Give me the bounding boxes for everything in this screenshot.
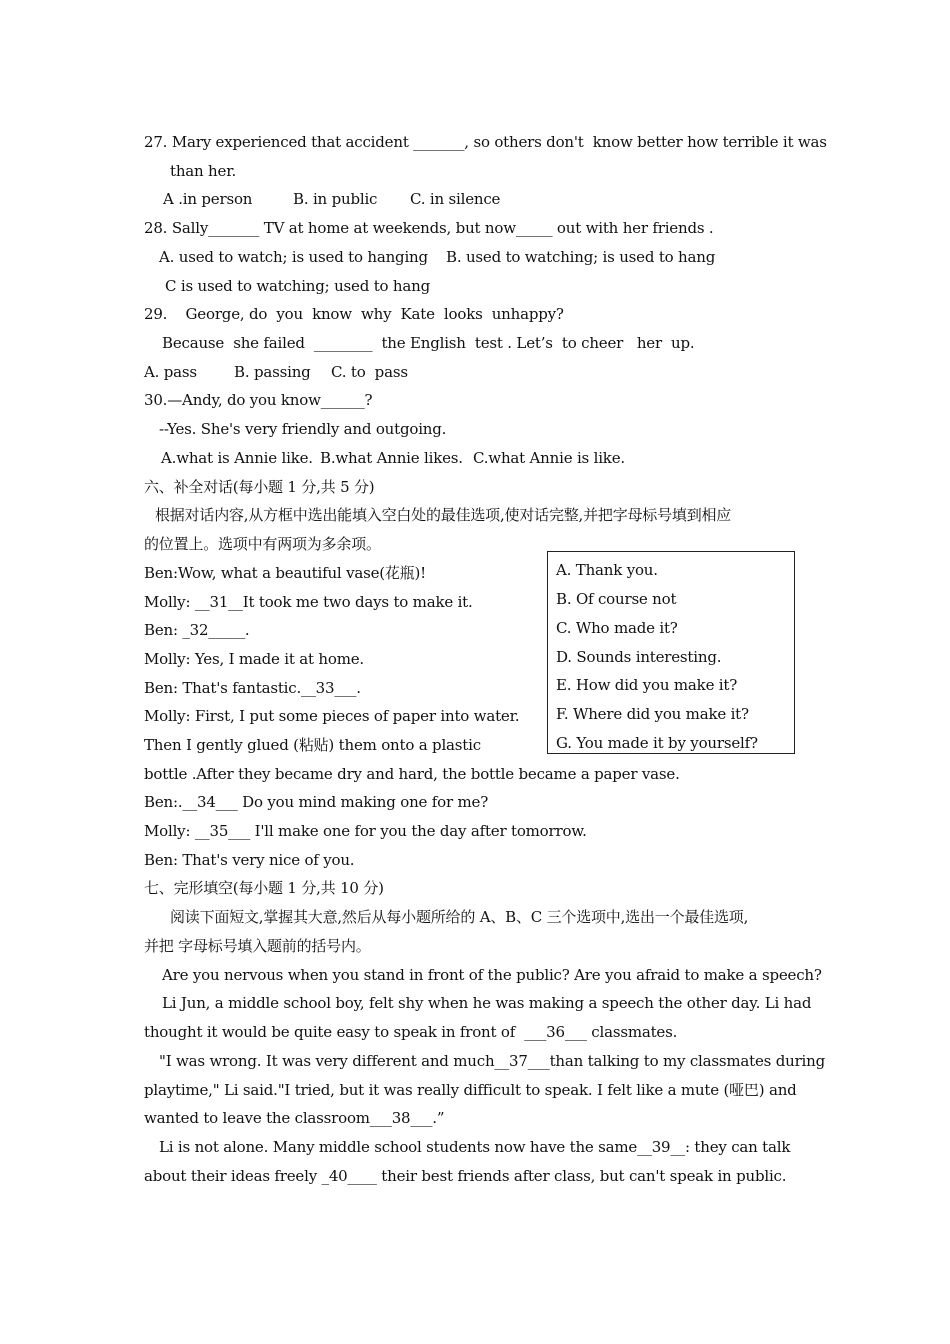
- q30-option-a: A.what is Annie like.: [161, 449, 313, 467]
- q27-option-b: B. in public: [293, 190, 378, 208]
- q27-option-a: A .in person: [163, 190, 253, 208]
- dialogue-line: Molly: __31__It took me two days to make it.: [144, 593, 473, 611]
- section6-instruction-cont: 的位置上。选项中有两项为多余项。: [144, 535, 381, 553]
- q28-option-a: A. used to watch; is used to hanging: [159, 248, 428, 266]
- q29-option-b: B. passing: [234, 363, 311, 381]
- passage-line: Li Jun, a middle school boy, felt shy when he was making a speech the other day. Li had: [162, 994, 812, 1012]
- section7-instruction-cont: 并把 字母标号填入题前的括号内。: [144, 937, 371, 955]
- q30-option-c: C.what Annie is like.: [473, 449, 625, 467]
- box-option-b: B. Of course not: [556, 590, 677, 608]
- q27-stem-cont: than her.: [170, 162, 237, 180]
- passage-line: Li is not alone. Many middle school students now have the same__39__: they can talk: [159, 1138, 791, 1156]
- q29-stem: 29. George, do you know why Kate looks unhappy?: [144, 305, 564, 323]
- dialogue-line: Ben:.__34___ Do you mind making one for me?: [144, 793, 489, 811]
- q29-option-c: C. to pass: [331, 363, 408, 381]
- passage-line: about their ideas freely _40____ their best friends after class, but can't speak in public.: [144, 1167, 787, 1185]
- passage-line: Are you nervous when you stand in front of the public? Are you afraid to make a speech?: [162, 966, 822, 984]
- dialogue-line: Ben: That's very nice of you.: [144, 851, 355, 869]
- section7-instruction: 阅读下面短文,掌握其大意,然后从每小题所给的 A、B、C 三个选项中,选出一个最佳选项,: [170, 908, 749, 926]
- dialogue-line: Molly: First, I put some pieces of paper into water.: [144, 707, 520, 725]
- box-option-d: D. Sounds interesting.: [556, 648, 722, 666]
- dialogue-line: bottle .After they became dry and hard, the bottle became a paper vase.: [144, 765, 680, 783]
- passage-line: wanted to leave the classroom___38___.”: [144, 1109, 445, 1127]
- section7-heading: 七、完形填空(每小题 1 分,共 10 分): [144, 879, 384, 897]
- q28-option-c: C is used to watching; used to hang: [165, 277, 430, 295]
- q30-response: --Yes. She's very friendly and outgoing.: [159, 420, 447, 438]
- q30-stem: 30.—Andy, do you know______?: [144, 391, 373, 409]
- q27-stem: 27. Mary experienced that accident _______, so others don't know better how terrible it was: [144, 133, 827, 151]
- q28-stem: 28. Sally_______ TV at home at weekends, but now_____ out with her friends .: [144, 219, 714, 237]
- q29-option-a: A. pass: [144, 363, 197, 381]
- q28-option-b: B. used to watching; is used to hang: [446, 248, 716, 266]
- section6-heading: 六、补全对话(每小题 1 分,共 5 分): [144, 478, 375, 496]
- q29-stem-cont: Because she failed ________ the English test . Let’s to cheer her up.: [162, 334, 695, 352]
- dialogue-line: Ben: _32_____.: [144, 621, 250, 639]
- dialogue-line: Molly: __35___ I'll make one for you the day after tomorrow.: [144, 822, 587, 840]
- q27-option-c: C. in silence: [410, 190, 501, 208]
- section6-instruction: 根据对话内容,从方框中选出能填入空白处的最佳选项,使对话完整,并把字母标号填到相应: [155, 506, 732, 524]
- box-option-g: G. You made it by yourself?: [556, 734, 758, 752]
- dialogue-line: Ben:Wow, what a beautiful vase(花瓶)!: [144, 564, 426, 582]
- passage-line: thought it would be quite easy to speak in front of ___36___ classmates.: [144, 1023, 678, 1041]
- passage-line: playtime," Li said."I tried, but it was really difficult to speak. I felt like a mute (哑巴) and: [144, 1081, 797, 1099]
- box-option-e: E. How did you make it?: [556, 676, 738, 694]
- dialogue-line: Ben: That's fantastic.__33___.: [144, 679, 361, 697]
- q30-option-b: B.what Annie likes.: [320, 449, 463, 467]
- options-box: [547, 551, 795, 754]
- dialogue-line: Molly: Yes, I made it at home.: [144, 650, 364, 668]
- passage-line: "I was wrong. It was very different and much__37___than talking to my classmates during: [159, 1052, 826, 1070]
- box-option-a: A. Thank you.: [556, 561, 658, 579]
- dialogue-line: Then I gently glued (粘贴) them onto a plastic: [144, 736, 481, 754]
- box-option-f: F. Where did you make it?: [556, 705, 749, 723]
- box-option-c: C. Who made it?: [556, 619, 678, 637]
